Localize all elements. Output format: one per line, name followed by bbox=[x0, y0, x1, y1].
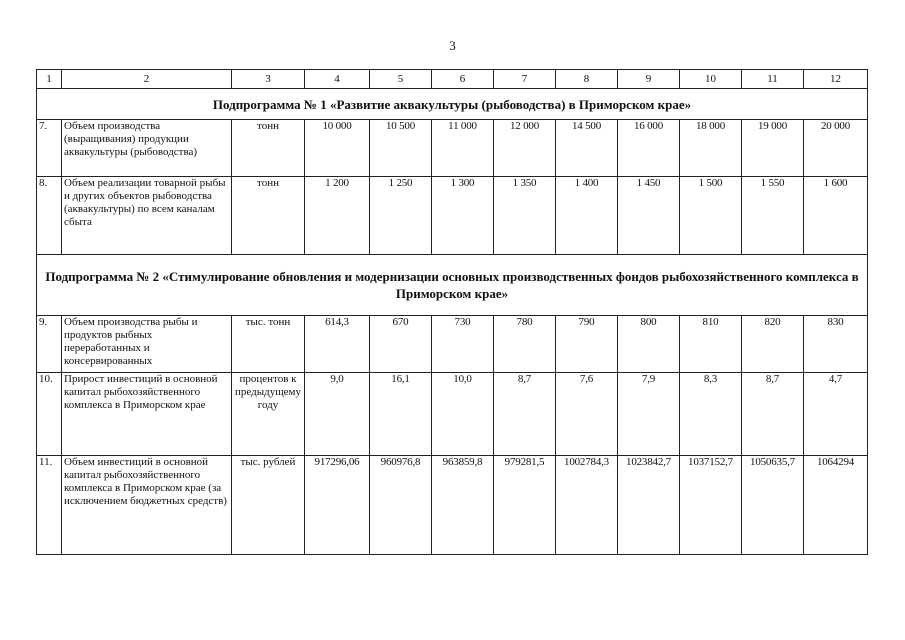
value-cell: 963859,8 bbox=[432, 456, 494, 555]
unit-cell: тыс. тонн bbox=[232, 316, 305, 373]
value-cell: 780 bbox=[494, 316, 556, 373]
value-cell: 14 500 bbox=[556, 120, 618, 177]
header-cell: 2 bbox=[62, 70, 232, 89]
unit-cell: тонн bbox=[232, 120, 305, 177]
value-cell: 16 000 bbox=[618, 120, 680, 177]
value-cell: 20 000 bbox=[804, 120, 868, 177]
unit-cell: процентов к предыдущему году bbox=[232, 373, 305, 456]
value-cell: 18 000 bbox=[680, 120, 742, 177]
value-cell: 670 bbox=[370, 316, 432, 373]
value-cell: 1 350 bbox=[494, 177, 556, 255]
indicators-table bbox=[36, 69, 868, 555]
value-cell: 12 000 bbox=[494, 120, 556, 177]
value-cell: 800 bbox=[618, 316, 680, 373]
indicator-name: Объем реализации товарной рыбы и других объектов рыбоводства (аквакультуры) по всем каналам сбыта bbox=[62, 177, 232, 255]
value-cell: 11 000 bbox=[432, 120, 494, 177]
header-cell: 1 bbox=[37, 70, 62, 89]
value-cell: 1 300 bbox=[432, 177, 494, 255]
value-cell: 820 bbox=[742, 316, 804, 373]
table-row bbox=[37, 177, 868, 255]
value-cell: 810 bbox=[680, 316, 742, 373]
header-cell: 9 bbox=[618, 70, 680, 89]
value-cell: 10,0 bbox=[432, 373, 494, 456]
unit-cell: тонн bbox=[232, 177, 305, 255]
value-cell: 1 400 bbox=[556, 177, 618, 255]
value-cell: 790 bbox=[556, 316, 618, 373]
value-cell: 16,1 bbox=[370, 373, 432, 456]
value-cell: 1 550 bbox=[742, 177, 804, 255]
row-number: 9. bbox=[37, 316, 62, 373]
value-cell: 9,0 bbox=[305, 373, 370, 456]
table-row bbox=[37, 373, 868, 456]
table-row bbox=[37, 316, 868, 373]
header-cell: 7 bbox=[494, 70, 556, 89]
value-cell: 7,9 bbox=[618, 373, 680, 456]
row-number: 11. bbox=[37, 456, 62, 555]
page-number: 3 bbox=[449, 38, 456, 53]
header-cell: 10 bbox=[680, 70, 742, 89]
value-cell: 7,6 bbox=[556, 373, 618, 456]
indicator-name: Объем инвестиций в основной капитал рыбохозяйственного комплекса в Приморском крае (за исключением бюджетных средств) bbox=[62, 456, 232, 555]
subprogram-1-title: Подпрограмма № 1 «Развитие аквакультуры (рыбоводства) в Приморском крае» bbox=[37, 89, 868, 120]
value-cell: 614,3 bbox=[305, 316, 370, 373]
value-cell: 4,7 bbox=[804, 373, 868, 456]
value-cell: 8,7 bbox=[742, 373, 804, 456]
indicator-name: Объем производства рыбы и продуктов рыбных переработанных и консервированных bbox=[62, 316, 232, 373]
value-cell: 8,3 bbox=[680, 373, 742, 456]
header-cell: 12 bbox=[804, 70, 868, 89]
unit-cell: тыс. рублей bbox=[232, 456, 305, 555]
row-number: 10. bbox=[37, 373, 62, 456]
value-cell: 1023842,7 bbox=[618, 456, 680, 555]
row-number: 7. bbox=[37, 120, 62, 177]
header-cell: 5 bbox=[370, 70, 432, 89]
value-cell: 960976,8 bbox=[370, 456, 432, 555]
value-cell: 1002784,3 bbox=[556, 456, 618, 555]
indicator-name: Прирост инвестиций в основной капитал рыбохозяйственного комплекса в Приморском крае bbox=[62, 373, 232, 456]
value-cell: 1 250 bbox=[370, 177, 432, 255]
value-cell: 19 000 bbox=[742, 120, 804, 177]
table-row bbox=[37, 456, 868, 555]
value-cell: 730 bbox=[432, 316, 494, 373]
value-cell: 1 200 bbox=[305, 177, 370, 255]
value-cell: 8,7 bbox=[494, 373, 556, 456]
subprogram-1-row bbox=[37, 89, 868, 120]
subprogram-2-title: Подпрограмма № 2 «Стимулирование обновления и модернизации основных производственных фондов рыбохозяйственного комплекса в Приморском крае» bbox=[37, 255, 868, 316]
value-cell: 10 000 bbox=[305, 120, 370, 177]
value-cell: 1 450 bbox=[618, 177, 680, 255]
row-number: 8. bbox=[37, 177, 62, 255]
header-cell: 11 bbox=[742, 70, 804, 89]
value-cell: 1 600 bbox=[804, 177, 868, 255]
subprogram-2-row bbox=[37, 255, 868, 316]
value-cell: 979281,5 bbox=[494, 456, 556, 555]
header-cell: 4 bbox=[305, 70, 370, 89]
value-cell: 1037152,7 bbox=[680, 456, 742, 555]
header-cell: 8 bbox=[556, 70, 618, 89]
value-cell: 1 500 bbox=[680, 177, 742, 255]
value-cell: 1050635,7 bbox=[742, 456, 804, 555]
indicator-name: Объем производства (выращивания) продукции аквакультуры (рыбоводства) bbox=[62, 120, 232, 177]
value-cell: 830 bbox=[804, 316, 868, 373]
column-number-header-row bbox=[37, 70, 868, 89]
value-cell: 1064294 bbox=[804, 456, 868, 555]
header-cell: 6 bbox=[432, 70, 494, 89]
table-row bbox=[37, 120, 868, 177]
value-cell: 10 500 bbox=[370, 120, 432, 177]
header-cell: 3 bbox=[232, 70, 305, 89]
value-cell: 917296,06 bbox=[305, 456, 370, 555]
